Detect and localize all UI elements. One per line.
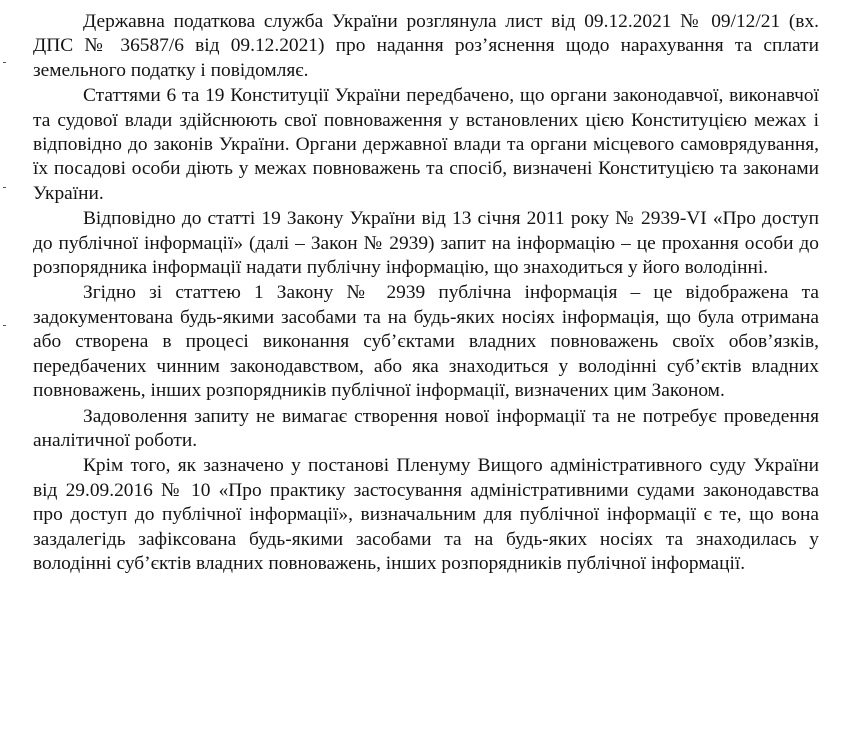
document-body: [33, 10, 819, 577]
paragraph-intro: Державна податкова служба України розглянула лист від 09.12.2021 № 09/12/21 (вх. ДПС № 36587/6 від 09.12.2021) про надання роз’яснення щодо нарахування та сплати земельного податку і повідомляє.: [33, 11, 819, 81]
paragraph-constitution: Статтями 6 та 19 Конституції України передбачено, що органи законодавчої, виконавчої та судової влади здійснюють свої повноваження у встановлених цією Конституцією межах і відповідно до законів України. Органи державної влади та органи місцевого самоврядування, їх посадові особи діють у межах повноважень та спосіб, визначені Конституцією та законами України.: [33, 85, 819, 204]
margin-mark: [3, 187, 6, 188]
paragraph-public-info-definition: Згідно зі статтею 1 Закону № 2939 публічна інформація – це відображена та задокументована будь-якими засобами та на будь-яких носіях інформація, що була отримана або створена в процесі виконання суб’єктами владних повноважень своїх обов’язків, передбачених чинним законодавством, або яка знаходиться у володінні суб’єктів владних повноважень, інших розпорядників публічної інформації, визначених цим Законом.: [33, 282, 819, 402]
margin-mark: [3, 62, 6, 63]
paragraph-court-ruling: Крім того, як зазначено у постанові Пленуму Вищого адміністративного суду України від 29.09.2016 № 10 «Про практику застосування адміністративними судами законодавства про доступ до публічної інформації», визначальним для публічної інформації є те, що вона заздалегідь зафіксована будь-якими засобами та на будь-яких носіях та знаходилась у володінні суб’єктів владних повноважень, інших розпорядників публічної інформації.: [33, 455, 819, 574]
paragraph-request-scope: Задоволення запиту не вимагає створення нової інформації та не потребує проведення аналітичної роботи.: [33, 405, 819, 451]
paragraph-request-definition: Відповідно до статті 19 Закону України від 13 січня 2011 року № 2939-VI «Про доступ до публічної інформації» (далі – Закон № 2939) запит на інформацію – це прохання особи до розпорядника інформації надати публічну інформацію, що знаходиться у його володінні.: [33, 208, 819, 279]
margin-mark: [3, 325, 6, 326]
